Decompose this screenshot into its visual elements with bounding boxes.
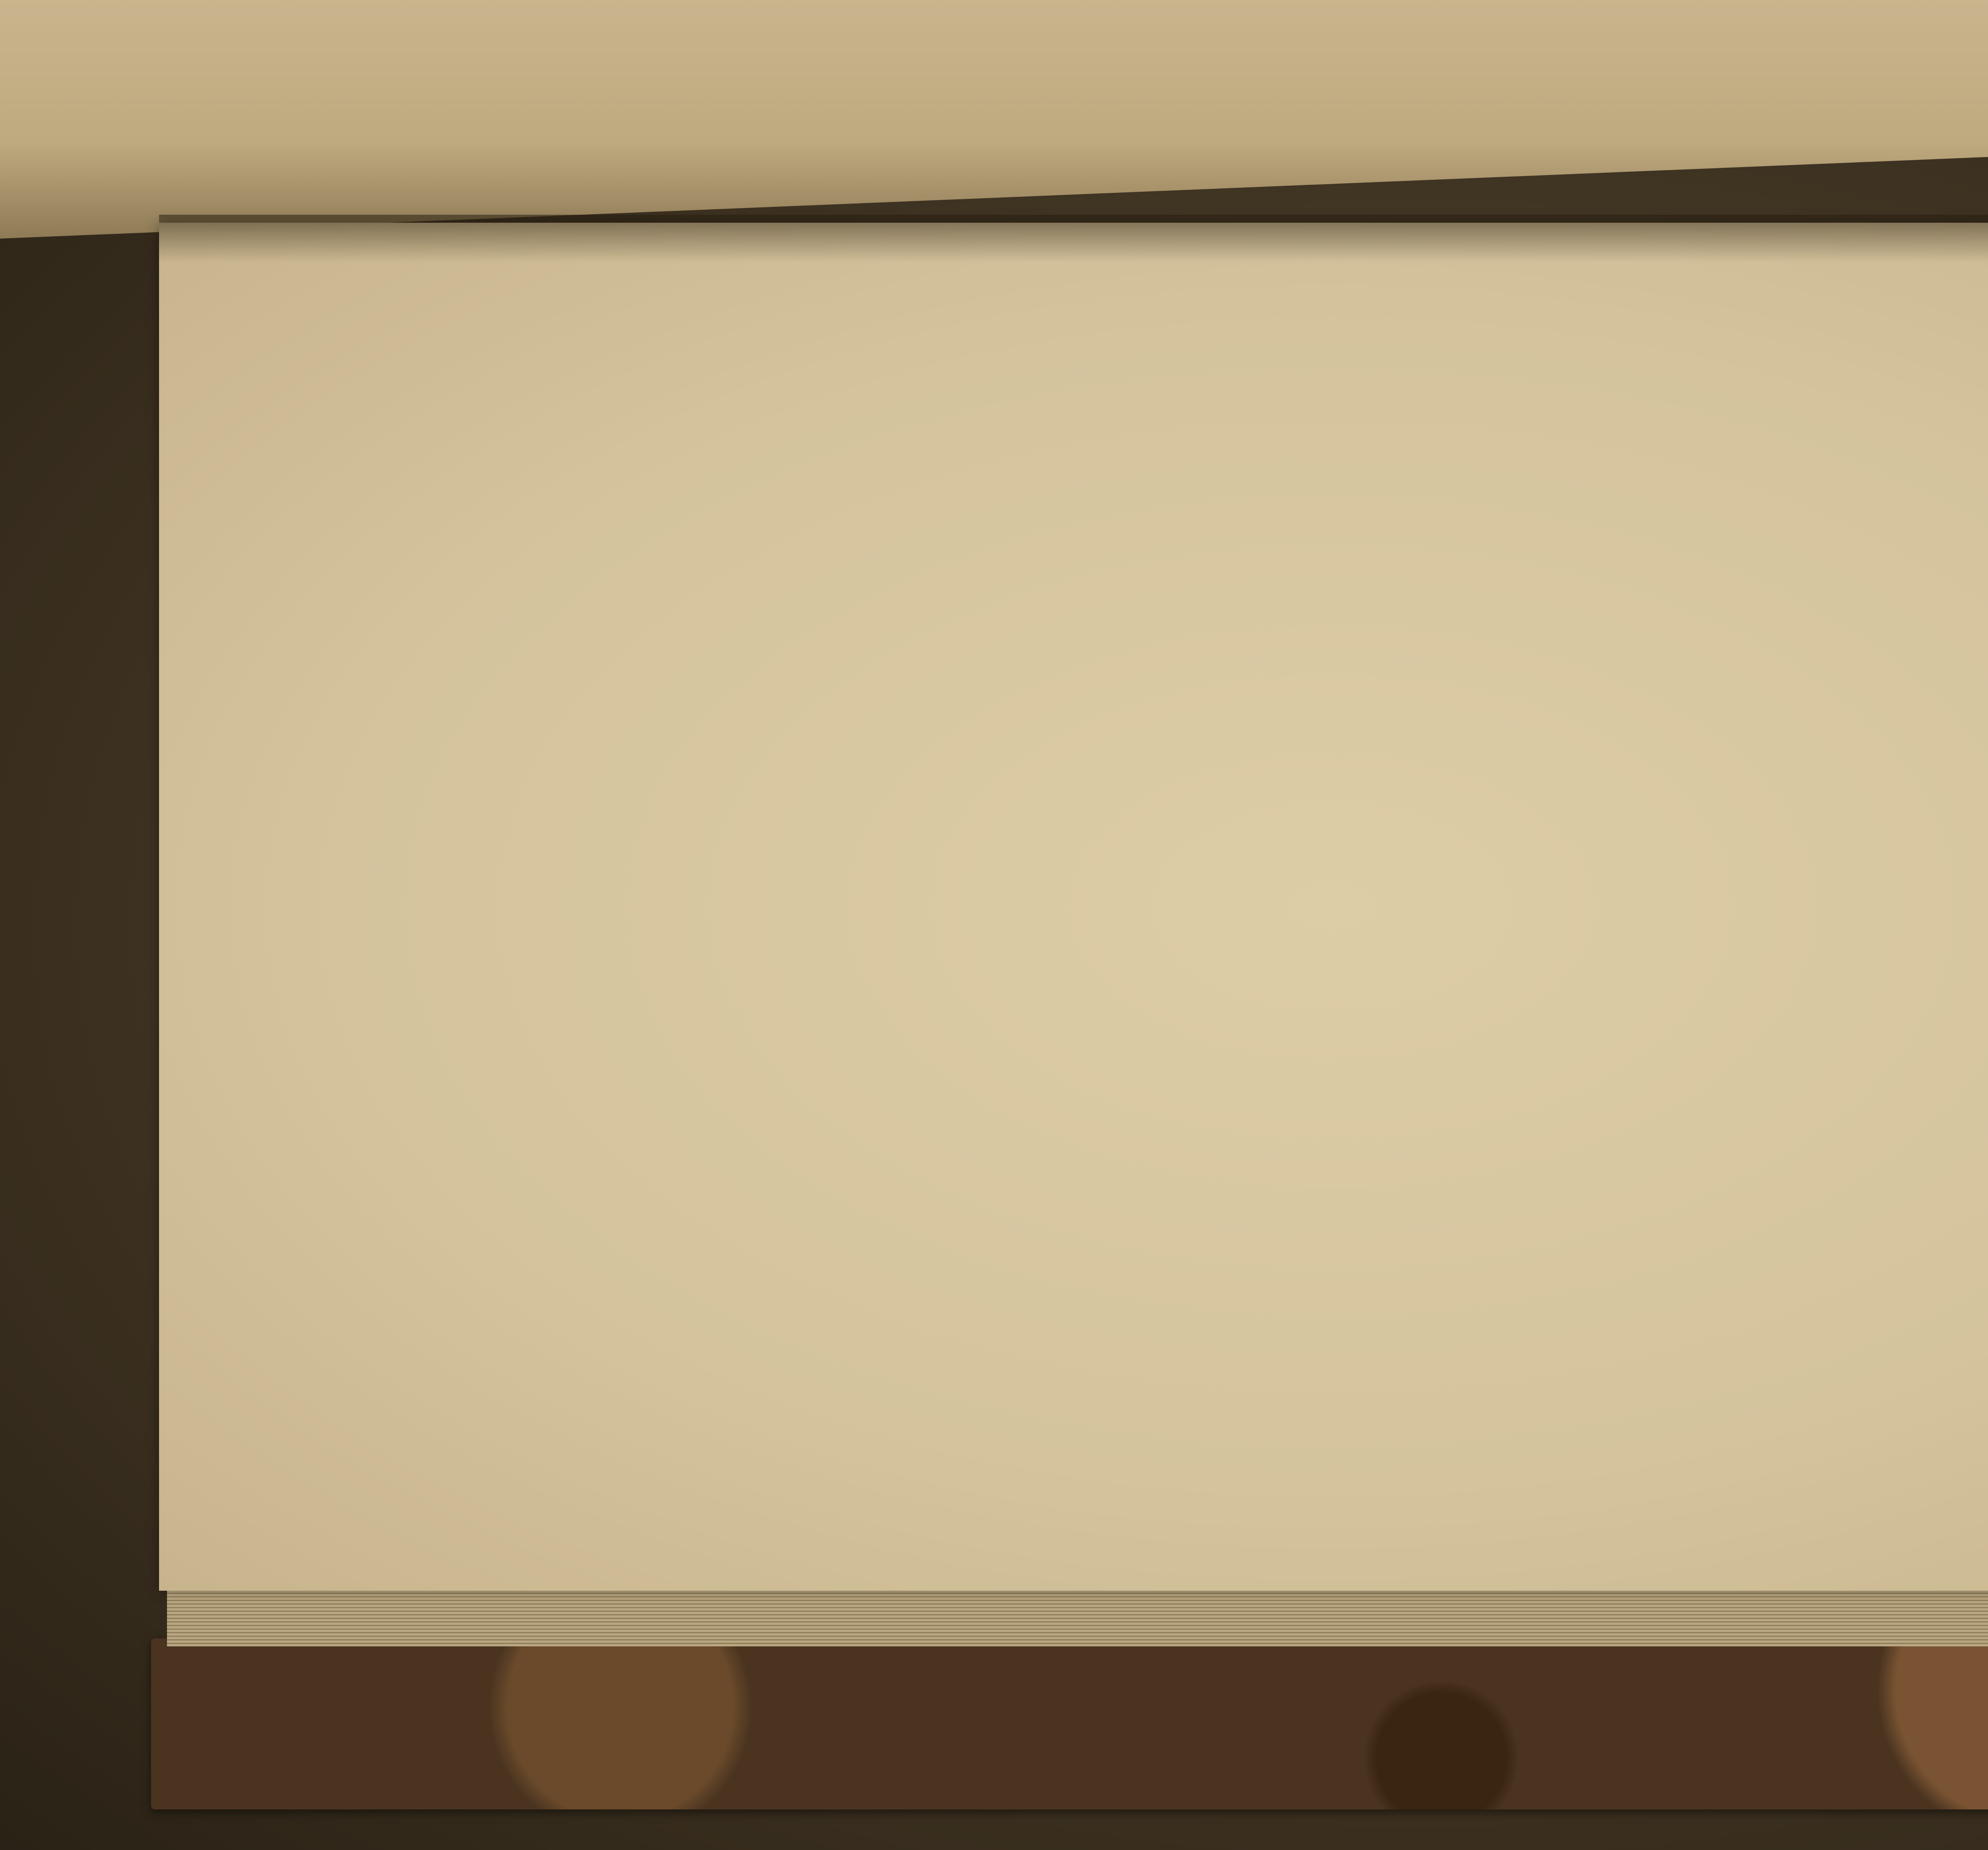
marbled-cover [151, 1638, 1988, 1809]
right-page [159, 223, 1988, 1591]
page-edges [167, 1583, 1988, 1646]
gutter-shadow [159, 215, 1988, 262]
